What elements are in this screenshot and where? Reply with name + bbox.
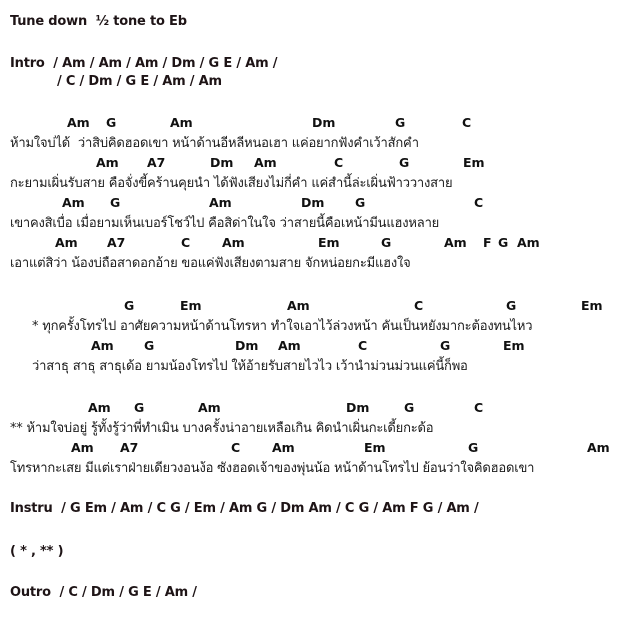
chord: Em (581, 298, 603, 313)
verse-lyric-line: เอาแต่สิว่า น้องบ่ถือสาดอกอ้าย ขอแค่ฟังเสียงตามสาย จักหน่อยกะมีแฮงใจ (10, 256, 411, 271)
verse-chord-row (0, 235, 620, 251)
outro-line: Outro / C / Dm / G E / Am / (10, 585, 197, 600)
chord: G (395, 115, 406, 130)
chorus2-lyric-line: โทรหากะเสย มีแต่เราฝ่ายเดียวงอนง้อ ซังฮอดเจ้าของพุ่นน้อ หน้าด้านโทรไป ย้อนว่าใจคิดฮอดเขา (10, 461, 535, 476)
chord: G (506, 298, 517, 313)
chord: G (381, 235, 392, 250)
chord: G (404, 400, 415, 415)
chord: Dm (235, 338, 259, 353)
chord: Em (463, 155, 485, 170)
chord: G (134, 400, 145, 415)
chorus2-chord-row (0, 440, 620, 456)
chord: Dm (346, 400, 370, 415)
repeat-marker: ( * , ** ) (10, 544, 64, 559)
intro-line-1: Intro / Am / Am / Am / Dm / G E / Am / (10, 56, 278, 71)
chord: Em (364, 440, 386, 455)
chorus2-lyric-line: ** ห้ามใจบ่อยู่ รู้ทั้งรู้ว่าพี่ทำเมิน บางครั้งน่าอายเหลือเกิน คิดนำเผิ่นกะเดี้ยกะด้อ (10, 421, 434, 436)
chord: Am (254, 155, 277, 170)
chord: Am (91, 338, 114, 353)
chord: G (144, 338, 155, 353)
verse-lyric-line: เขาคงสิเบื่อ เมื่อยามเห็นเบอร์โชว์ไป คือสิด่าในใจ ว่าสายนี้คือเหน้ามีนแฮงหลาย (10, 216, 440, 231)
chord: G (399, 155, 410, 170)
chord: A7 (107, 235, 126, 250)
chord: Am (55, 235, 78, 250)
chord: Am (209, 195, 232, 210)
chord: C (358, 338, 368, 353)
chord: A7 (147, 155, 166, 170)
chorus1-chord-row (0, 298, 620, 314)
chord: G (355, 195, 366, 210)
chord: Am (444, 235, 467, 250)
verse-chord-row (0, 155, 620, 171)
intro-line-2: / C / Dm / G E / Am / Am (57, 74, 222, 89)
chord: Dm (301, 195, 325, 210)
chord: C (462, 115, 472, 130)
instrumental-line: Instru / G Em / Am / C G / Em / Am G / Dm Am / C G / Am F G / Am / (10, 501, 479, 516)
chord: Am (67, 115, 90, 130)
chord: C (474, 400, 484, 415)
chord: G (440, 338, 451, 353)
chord: Am (287, 298, 310, 313)
chord: G (124, 298, 135, 313)
chord: C (414, 298, 424, 313)
chord: Am (222, 235, 245, 250)
chord: C (181, 235, 191, 250)
chorus1-lyric-line: * ทุกครั้งโทรไป อาศัยความหน้าด้านโทรหา ทำใจเอาไว้ล่วงหน้า คันเป็นหยังมากะต้องทนไหว (32, 319, 533, 334)
chord: G (106, 115, 117, 130)
chord: C (231, 440, 241, 455)
chord: G (110, 195, 121, 210)
chord: Am (62, 195, 85, 210)
chord: Am (71, 440, 94, 455)
chord: G (498, 235, 509, 250)
chord: Am (88, 400, 111, 415)
chorus2-chord-row (0, 400, 620, 416)
chord: Am (278, 338, 301, 353)
chord: C (474, 195, 484, 210)
chorus1-chord-row (0, 338, 620, 354)
chord: Dm (312, 115, 336, 130)
verse-lyric-line: ห้ามใจบ่ได้ ว่าสิบ่คิดฮอดเขา หน้าด้านอีหลีหนอเฮา แค่อยากฟังคำเว้าสักคำ (10, 136, 419, 151)
chord: Am (198, 400, 221, 415)
chord: Am (587, 440, 610, 455)
chorus1-lyric-line: ว่าสาธุ สาธุ สาธุเด้อ ยามน้องโทรไป ให้อ้ายรับสายไวไว เว้านำม่วนม่วนแค่นี้ก็พอ (32, 359, 468, 374)
chord: Am (272, 440, 295, 455)
chord: Em (318, 235, 340, 250)
chord: F (483, 235, 492, 250)
chord: Dm (210, 155, 234, 170)
chord: A7 (120, 440, 139, 455)
verse-lyric-line: กะยามเผิ่นรับสาย คือจั่งขี้คร้านคุยนำ ได้ฟังเสียงไม่กี่คำ แค่สำนี้ล่ะเผิ่นฟ้าววางสาย (10, 176, 453, 191)
chord: G (468, 440, 479, 455)
tuning-note: Tune down ½ tone to Eb (10, 14, 187, 29)
chord: Em (180, 298, 202, 313)
verse-chord-row (0, 195, 620, 211)
chord: Em (503, 338, 525, 353)
verse-chord-row (0, 115, 620, 131)
chord: C (334, 155, 344, 170)
chord: Am (170, 115, 193, 130)
chord: Am (517, 235, 540, 250)
chord: Am (96, 155, 119, 170)
